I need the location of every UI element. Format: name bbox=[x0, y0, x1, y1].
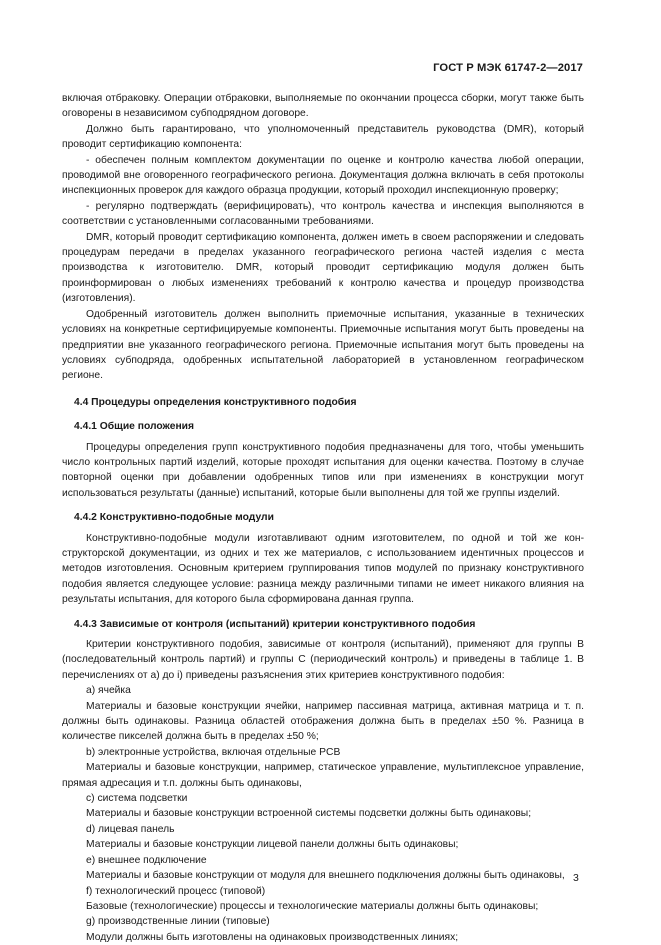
list-item-label: g) производственные линии (типовые) bbox=[86, 916, 270, 928]
paragraph: Конструктивно-подобные модули изготавливают одним изготовителем, по одной и той же конструкторской документации, из одних и тех же материалов, с использованием идентичных процессов и методов изготовления. Основным критерием группирования типов модулей по признаку конструктивного подобия является следующее условие: разница между различными типами не имеет никакого влияния на результаты испытания, для которого была сформирована данная группа. bbox=[62, 532, 584, 606]
paragraph: Одобренный изготовитель должен выполнить приемочные испытания, указанные в технических условиях на конкретные сертифицируемые компоненты. Приемочные испытания могут быть проведены на предприятии вне указанного географического региона. Приемочные испытания могут быть проведены на условиях субподряда, одобренных испытательной лабораторией в установленном географическом регионе. bbox=[62, 308, 584, 382]
paragraph: - обеспечен полным комплектом документации по оценке и контролю качества любой операции, проводимой вне оговоренного географического региона. Документация должна включать в себя протоколы инспекционных проверок для каждого образца продукции, который проходил инспекционную проверку; bbox=[62, 154, 584, 197]
paragraph: Должно быть гарантировано, что уполномоченный представитель руководства (DMR), который проводит сертификацию компонента: bbox=[62, 123, 584, 151]
paragraph: Процедуры определения групп конструктивного подобия предназначены для того, чтобы уменьшить число контрольных партий изделий, которые проходят испытания для оценки качества. Поэтому в случае повторной оценки при добавлении одобренных типов или при изменениях в конструкции могут использоваться результаты (данные) испытаний, которые были выполнены для той же группы изделий. bbox=[62, 441, 584, 499]
list-item-label: f) технологический процесс (типовой) bbox=[86, 885, 266, 897]
document-body bbox=[62, 91, 584, 945]
list-item-description: Материалы и базовые конструкции ячейки, например пассивная матрица, активная матрица и т. п. должны быть одинаковы. Разница областей отображения должна быть в пределах ±50 %. Разница в количестве пикселей должна быть в пределах ±50 %; bbox=[62, 700, 584, 743]
list-item-description: Материалы и базовые конструкции лицевой панели должны быть одинаковы; bbox=[86, 839, 459, 851]
list-item-label: a) ячейка bbox=[86, 685, 131, 697]
paragraph: - регулярно подтверждать (верифицировать), что контроль качества и инспекция выполняются в соответствии с установленными согласованными требованиями. bbox=[62, 200, 584, 228]
list-item-label: b) электронные устройства, включая отдельные PCB bbox=[86, 746, 341, 758]
paragraph: Критерии конструктивного подобия, зависимые от контроля (испытаний), применяют для группы B (последовательный контроль партий) и группы C (периодический контроль) и приведены в таблице 1. В перечислениях от a) до i) приведены разъяснения этих критериев конструктивного подобия: bbox=[62, 639, 584, 681]
list-item-description: Модули должны быть изготовлены на одинаковых производственных линиях; bbox=[86, 931, 459, 943]
page-number: 3 bbox=[573, 872, 579, 884]
subsection-heading-4-4-2: 4.4.2 Конструктивно-подобные модули bbox=[74, 512, 274, 524]
section-heading-4-4: 4.4 Процедуры определения конструктивного подобия bbox=[74, 396, 357, 408]
paragraph: DMR, который проводит сертификацию компонента, должен иметь в своем распоряжении и следовать процедурам передачи в пределах указанного географического региона частей изделия с места производства к изготовителю. DMR, который проводит сертификацию модуля должен быть проинформирован о любых изменениях требований к контролю качества и процедур производства (изготовления). bbox=[62, 231, 584, 305]
list-item-description: Базовые (технологические) процессы и технологические материалы должны быть одинаковы; bbox=[86, 900, 539, 912]
list-item-label: e) внешнее подключение bbox=[86, 854, 207, 866]
paragraph: включая отбраковку. Операции отбраковки, выполняемые по окончании процесса сборки, могут также быть оговорены в независимом субподрядном договоре. bbox=[62, 93, 584, 120]
list-item-description: Материалы и базовые конструкции встроенной системы подсветки должны быть одинаковы; bbox=[86, 808, 532, 820]
subsection-heading-4-4-3: 4.4.3 Зависимые от контроля (испытаний) критерии конструктивного подобия bbox=[74, 618, 476, 630]
list-item-description: Материалы и базовые конструкции от модуля для внешнего подключения должны быть одинаковы, bbox=[86, 870, 565, 882]
document-header-standard-id: ГОСТ Р МЭК 61747-2—2017 bbox=[433, 62, 583, 74]
list-item-label: c) система подсветки bbox=[86, 793, 188, 805]
list-item-description: Материалы и базовые конструкции, например, статическое управление, мультиплексное управление, прямая адресация и т.п. должны быть одинаковы, bbox=[62, 762, 584, 789]
list-item-label: d) лицевая панель bbox=[86, 823, 175, 835]
subsection-heading-4-4-1: 4.4.1 Общие положения bbox=[74, 421, 194, 433]
